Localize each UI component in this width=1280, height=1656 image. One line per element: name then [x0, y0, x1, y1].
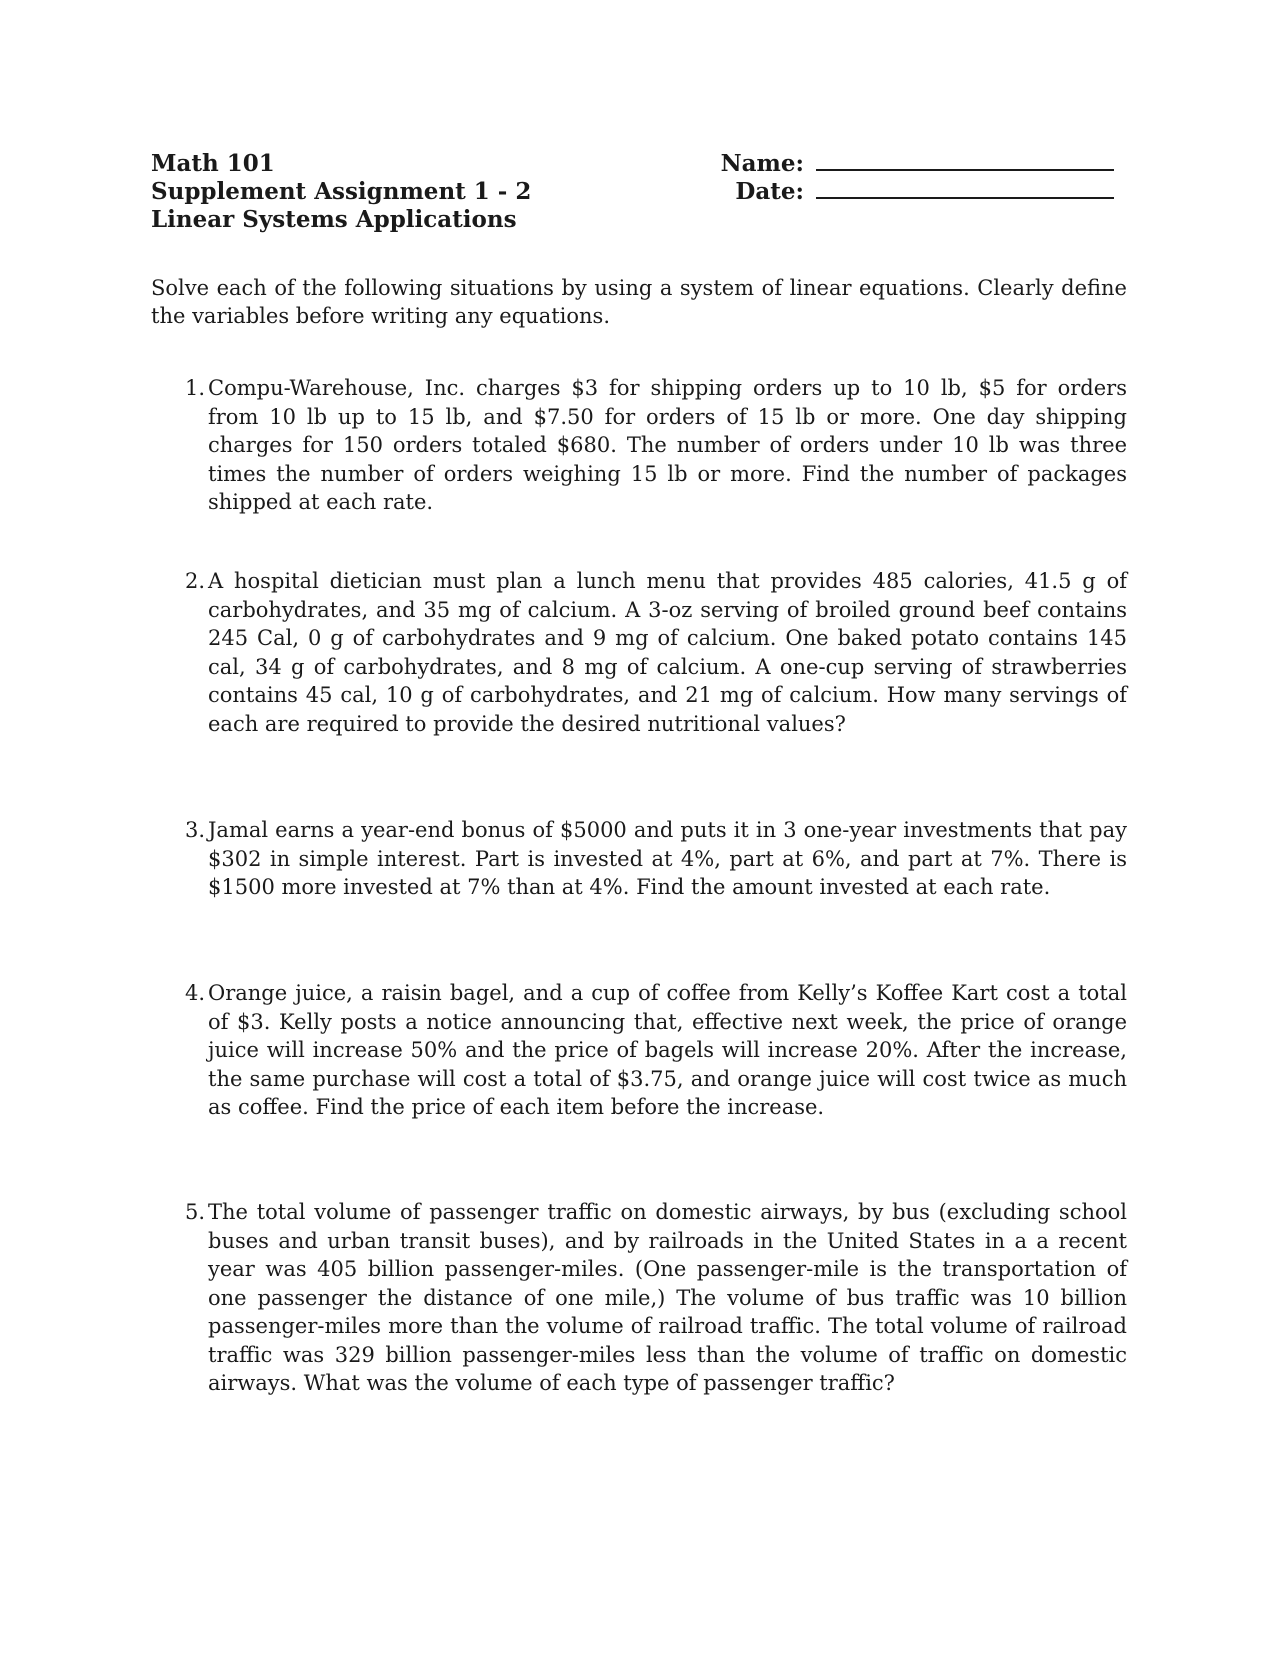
problem-text: Orange juice, a raisin bagel, and a cup of coffee from Kelly’s Koffee Kart cost a total of $3. Kelly posts a notice announcing that, effective next week, the price of orange juice will increase 50% and the price of bagels will increase 20%. After the increase, the same purchase will cost a total of $3.75, and orange juice will cost twice as much as coffee. Find the price of each item before the increase.	[208, 981, 1127, 1119]
problem-1	[151, 374, 1127, 517]
problem-number: 1.	[184, 376, 205, 400]
problem-5	[151, 1198, 1127, 1398]
problem-list	[151, 0, 1127, 1656]
problem-text: Jamal earns a year-end bonus of $5000 and puts it in 3 one-year investments that pay $302 in simple interest. Part is invested at 4%, part at 6%, and part at 7%. There is $1500 more invested at 7% than at 4%. Find the amount invested at each rate.	[208, 818, 1127, 899]
name-label: Name:	[720, 150, 804, 177]
problem-text: Compu-Warehouse, Inc. charges $3 for shipping orders up to 10 lb, $5 for orders from 10 lb up to 15 lb, and $7.50 for orders of 15 lb or more. One day shipping charges for 150 orders totaled $680. The number of orders under 10 lb was three times the number of orders weighing 15 lb or more. Find the number of packages shipped at each rate.	[208, 376, 1127, 514]
problem-3	[151, 816, 1127, 902]
date-label: Date:	[735, 178, 804, 205]
problem-number: 4.	[184, 981, 205, 1005]
problem-number: 2.	[184, 569, 205, 593]
assignment-title: Supplement Assignment 1 - 2	[151, 178, 532, 205]
problem-4	[151, 979, 1127, 1122]
problem-number: 5.	[184, 1200, 205, 1224]
problem-number: 3.	[184, 818, 205, 842]
problem-2	[151, 567, 1127, 738]
problem-text: The total volume of passenger traffic on domestic airways, by bus (excluding school buses and urban transit buses), and by railroads in the United States in a a recent year was 405 billion passenger-miles. (One passenger-mile is the transportation of one passenger the distance of one mile,) The volume of bus traffic was 10 billion passenger-miles more than the volume of railroad traffic. The total volume of railroad traffic was 329 billion passenger-miles less than the volume of traffic on domestic airways. What was the volume of each type of passenger traffic?	[208, 1200, 1127, 1395]
instructions: Solve each of the following situations by using a system of linear equations. Clearly define the variables before writing any equations.	[151, 276, 1127, 328]
course-title: Math 101	[151, 150, 275, 177]
topic-title: Linear Systems Applications	[151, 206, 517, 233]
problem-text: A hospital dietician must plan a lunch menu that provides 485 calories, 41.5 g of carbohydrates, and 35 mg of calcium. A 3-oz serving of broiled ground beef contains 245 Cal, 0 g of carbohydrates and 9 mg of calcium. One baked potato contains 145 cal, 34 g of carbohydrates, and 8 mg of calcium. A one-cup serving of strawberries contains 45 cal, 10 g of carbohydrates, and 21 mg of calcium. How many servings of each are required to provide the desired nutritional values?	[208, 569, 1127, 736]
